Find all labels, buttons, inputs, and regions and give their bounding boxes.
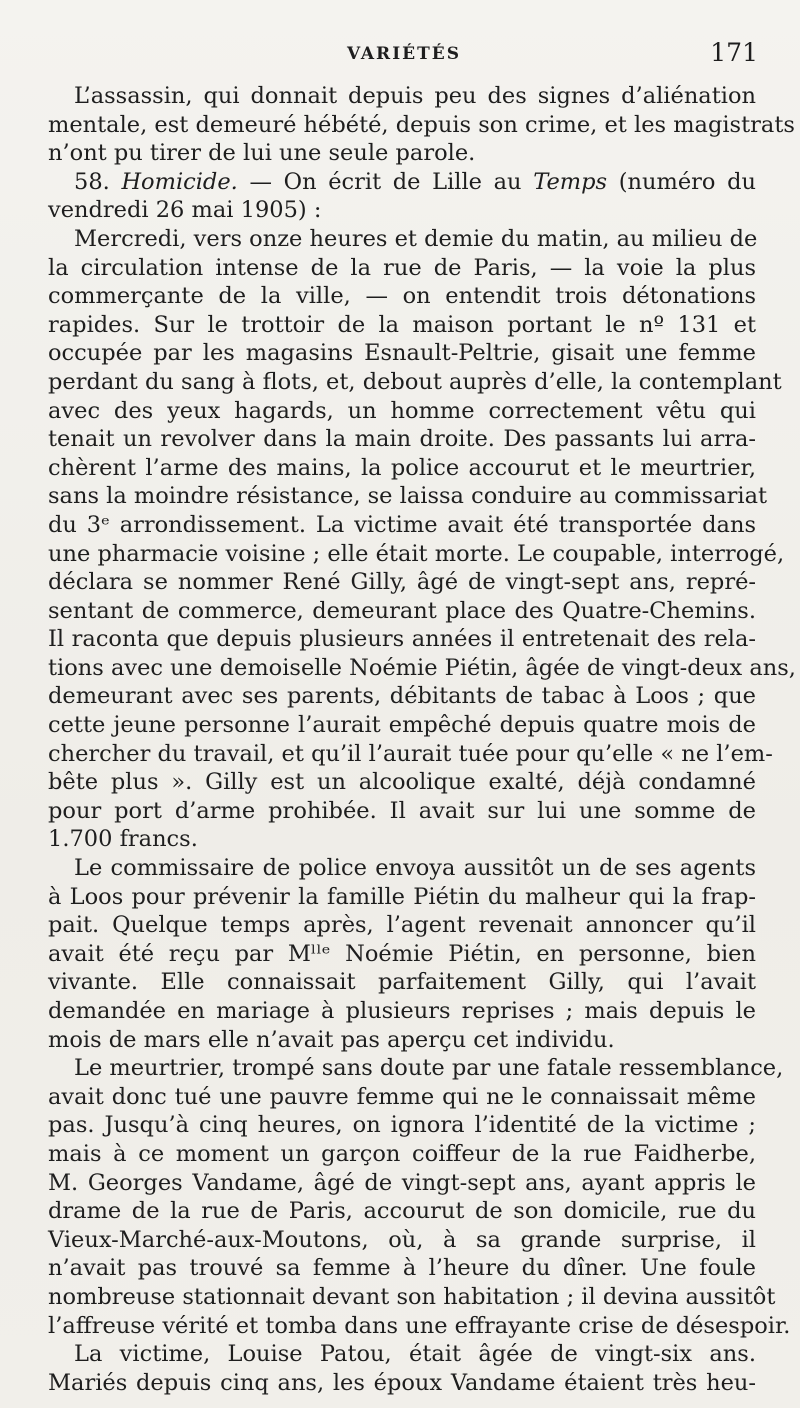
text-line: La victime, Louise Patou, était âgée de vingt-six ans.: [74, 1341, 756, 1368]
text-line: 58. Homicide. — On écrit de Lille au Temps (numéro du: [74, 168, 756, 195]
text-line: tenait un revolver dans la main droite. Des passants lui arra-: [48, 426, 756, 453]
text-line: pour port d’arme prohibée. Il avait sur lui une somme de: [48, 797, 756, 824]
text-line: Vieux-Marché-aux-Moutons, où, à sa grande surprise, il: [48, 1226, 756, 1253]
text-line: n’ont pu tirer de lui une seule parole.: [48, 140, 476, 167]
text-line: mentale, est demeuré hébété, depuis son crime, et les magistrats: [48, 111, 795, 138]
page-header: [48, 38, 760, 74]
running-title: VARIÉTÉS: [347, 44, 461, 64]
text-line: sentant de commerce, demeurant place des Quatre-Chemins.: [48, 597, 756, 624]
text-line: Il raconta que depuis plusieurs années il entretenait des rela-: [48, 626, 756, 653]
text-line: mais à ce moment un garçon coiffeur de la rue Faidherbe,: [48, 1140, 756, 1167]
text-line: perdant du sang à flots, et, debout auprès d’elle, la contemplant: [48, 368, 782, 395]
text-line: demeurant avec ses parents, débitants de tabac à Loos ; que: [48, 683, 756, 710]
text-line: cette jeune personne l’aurait empêché depuis quatre mois de: [48, 712, 756, 739]
text-line: mois de mars elle n’avait pas aperçu cet individu.: [48, 1026, 615, 1053]
text-line: rapides. Sur le trottoir de la maison portant le nº 131 et: [48, 311, 756, 338]
page-number: 171: [710, 38, 758, 67]
text-line: Le commissaire de police envoya aussitôt un de ses agents: [74, 855, 756, 882]
text-line: occupée par les magasins Esnault-Peltrie, gisait une femme: [48, 340, 756, 367]
text-line: avait donc tué une pauvre femme qui ne le connaissait même: [48, 1083, 756, 1110]
text-line: L’assassin, qui donnait depuis peu des signes d’aliénation: [74, 83, 756, 109]
text-line: 1.700 francs.: [48, 826, 198, 853]
text-line: Mariés depuis cinq ans, les époux Vandame étaient très heu-: [48, 1369, 756, 1396]
text-line: Mercredi, vers onze heures et demie du matin, au milieu de: [74, 225, 758, 252]
text-line: du 3ᵉ arrondissement. La victime avait été transportée dans: [48, 511, 756, 538]
text-line: sans la moindre résistance, se laissa conduire au commissariat: [48, 483, 768, 510]
text-line: déclara se nommer René Gilly, âgé de vingt-sept ans, repré-: [48, 569, 756, 596]
text-line: M. Georges Vandame, âgé de vingt-sept ans, ayant appris le: [48, 1169, 756, 1196]
text-line: Le meurtrier, trompé sans doute par une fatale ressemblance,: [74, 1055, 784, 1082]
text-line: chèrent l’arme des mains, la police accourut et le meurtrier,: [48, 454, 756, 481]
text-line: avec des yeux hagards, un homme correctement vêtu qui: [48, 397, 756, 424]
text-line: vivante. Elle connaissait parfaitement Gilly, qui l’avait: [48, 969, 756, 996]
text-line: pait. Quelque temps après, l’agent revenait annoncer qu’il: [48, 912, 756, 939]
text-line: pas. Jusqu’à cinq heures, on ignora l’identité de la victime ;: [48, 1112, 756, 1139]
text-line: l’affreuse vérité et tomba dans une effrayante crise de désespoir.: [48, 1312, 791, 1339]
text-line: demandée en mariage à plusieurs reprises ; mais depuis le: [48, 998, 756, 1024]
body-text: [48, 82, 796, 1397]
text-line: la circulation intense de la rue de Paris, — la voie la plus: [48, 254, 756, 281]
text-line: tions avec une demoiselle Noémie Piétin, âgée de vingt-deux ans,: [48, 654, 796, 681]
text-line: bête plus ». Gilly est un alcoolique exalté, déjà condamné: [48, 769, 756, 796]
text-line: chercher du travail, et qu’il l’aurait tuée pour qu’elle « ne l’em-: [48, 740, 773, 767]
text-line: avait été reçu par Mˡˡᵉ Noémie Piétin, en personne, bien: [48, 940, 756, 967]
text-line: drame de la rue de Paris, accourut de son domicile, rue du: [48, 1198, 756, 1225]
text-line: à Loos pour prévenir la famille Piétin du malheur qui la frap-: [48, 883, 756, 910]
text-line: n’avait pas trouvé sa femme à l’heure du dîner. Une foule: [48, 1255, 756, 1282]
text-line: nombreuse stationnait devant son habitation ; il devina aussitôt: [48, 1283, 776, 1310]
text-line: une pharmacie voisine ; elle était morte. Le coupable, interrogé,: [48, 540, 785, 567]
text-line: vendredi 26 mai 1905) :: [48, 197, 322, 224]
text-line: commerçante de la ville, — on entendit trois détonations: [48, 283, 756, 310]
